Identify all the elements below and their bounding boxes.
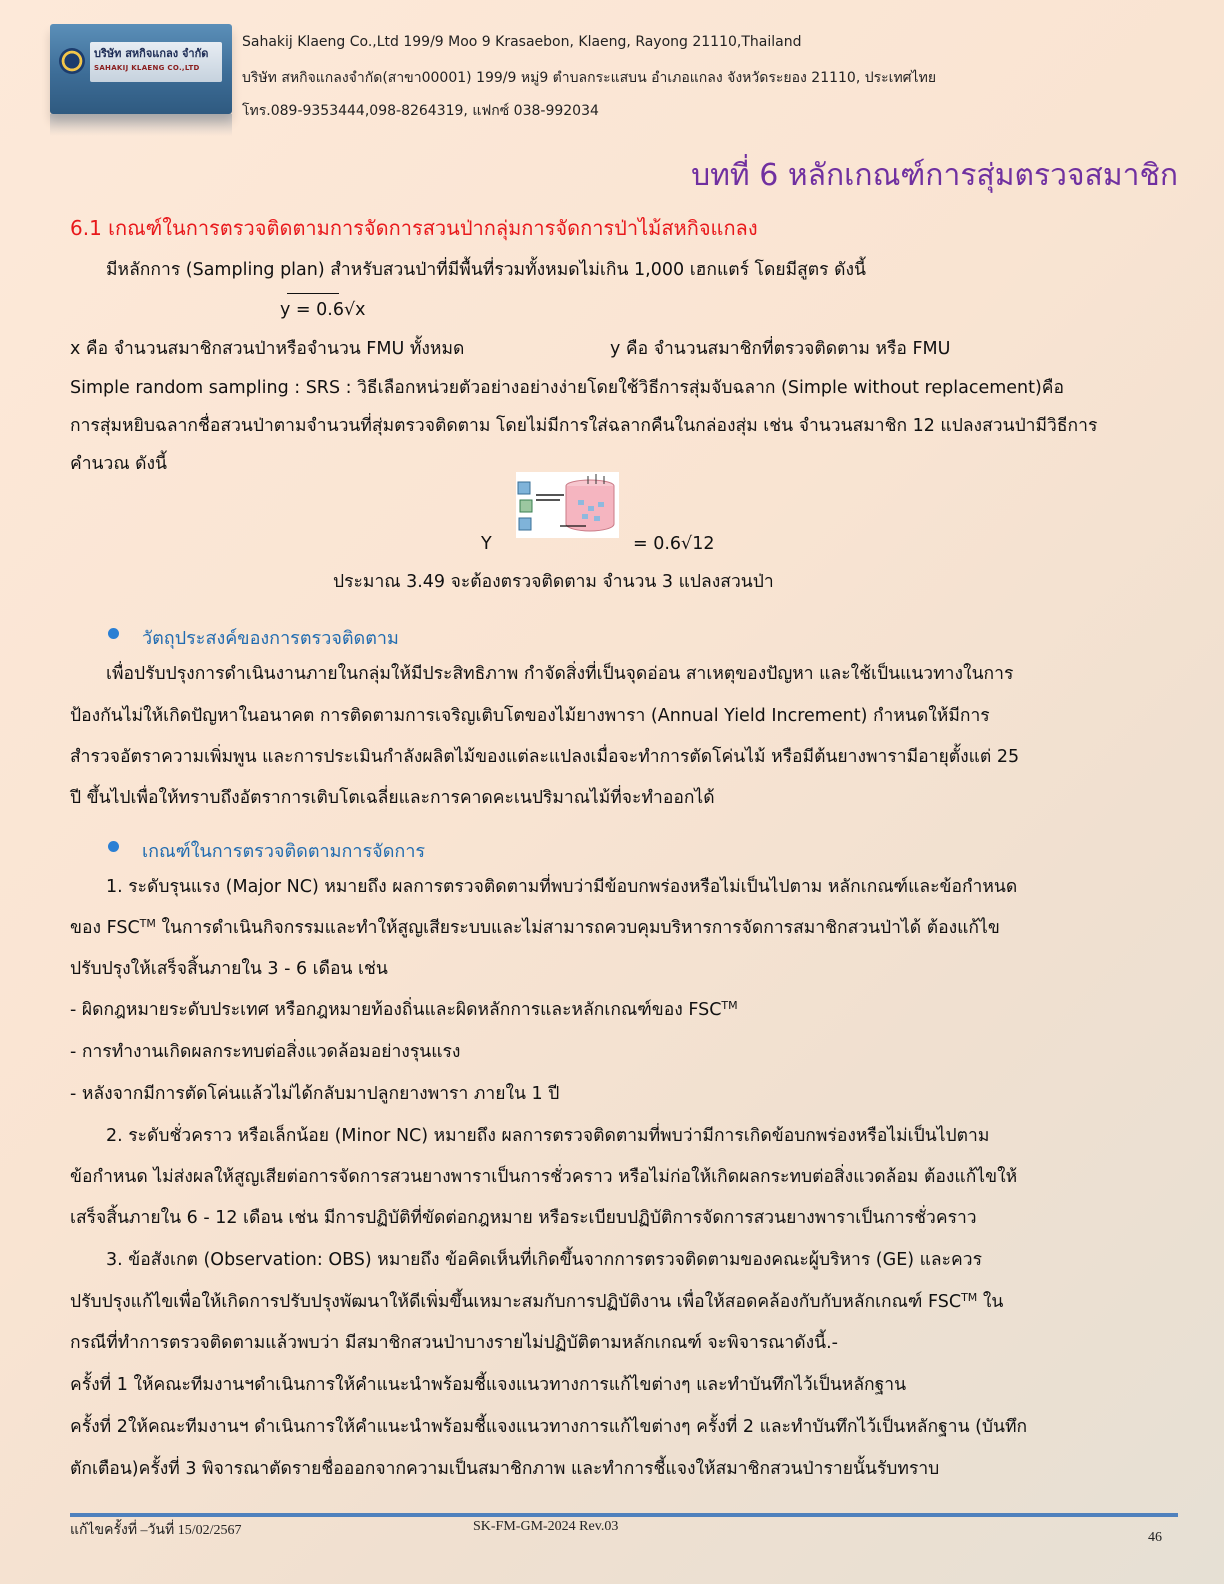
- observation-line-3: กรณีที่ทำการตรวจติดตามแล้วพบว่า มีสมาชิกสวนป่าบางรายไม่ปฏิบัติตามหลักเกณฑ์ จะพิจารณาดังนี้.-: [70, 1333, 838, 1353]
- minor-nc-line-3: เสร็จสิ้นภายใน 6 - 12 เดือน เช่น มีการปฏิบัติที่ขัดต่อกฎหมาย หรือระเบียบปฏิบัติการจัดการสวนยางพาราเป็นการชั่วคราว: [70, 1208, 977, 1228]
- major-nc-example-1: [70, 999, 738, 1020]
- warning-step-1: ครั้งที่ 1 ให้คณะทีมงานฯดำเนินการให้คำแนะนำพร้อมชี้แจงแนวทางการแก้ไขต่างๆ และทำบันทึกไว้เป็นหลักฐาน: [70, 1375, 907, 1395]
- footer-document-code: SK-FM-GM-2024 Rev.03: [473, 1519, 619, 1534]
- srs-line-3: คำนวณ ดังนี้: [70, 454, 167, 474]
- y-definition: y คือ จำนวนสมาชิกที่ตรวจติดตาม หรือ FMU: [610, 339, 951, 359]
- x-definition: x คือ จำนวนสมาชิกสวนป่าหรือจำนวน FMU ทั้งหมด: [70, 339, 465, 359]
- logo-reflection: [50, 114, 232, 136]
- major-nc-example-3: - หลังจากมีการตัดโค่นแล้วไม่ได้กลับมาปลูกยางพารา ภายใน 1 ปี: [70, 1084, 560, 1104]
- minor-nc-line-2: ข้อกำหนด ไม่ส่งผลให้สูญเสียต่อการจัดการสวนยางพาราเป็นการชั่วคราว หรือไม่ก่อให้เกิดผลกระทบต่อสิ่งแวดล้อม ต้องแก้ไขให้: [70, 1167, 1018, 1187]
- warning-step-3: ตักเตือน)ครั้งที่ 3 พิจารณาตัดรายชื่อออกจากความเป็นสมาชิกภาพ และทำการชี้แจงให้สมาชิกสวนป่ารายนั้นรับทราบ: [70, 1459, 940, 1479]
- major-nc-example-1-text: - ผิดกฎหมายระดับประเทศ หรือกฎหมายท้องถิ่นและผิดหลักการและหลักเกณฑ์ของ FSC: [70, 1000, 722, 1020]
- warning-step-2: ครั้งที่ 2ให้คณะทีมงานฯ ดำเนินการให้คำแนะนำพร้อมชี้แจงแนวทางการแก้ไขต่างๆ ครั้งที่ 2 และทำบันทึกไว้เป็นหลักฐาน (บันทึก: [70, 1417, 1028, 1437]
- lottery-drawing-illustration: [516, 472, 619, 538]
- objective-heading: วัตถุประสงค์ของการตรวจติดตาม: [142, 628, 399, 649]
- company-seal-icon: [59, 48, 85, 74]
- section-title: 6.1 เกณฑ์ในการตรวจติดตามการจัดการสวนป่ากลุ่มการจัดการป่าไม้สหกิจแกลง: [70, 216, 758, 240]
- bullet-icon: [108, 841, 119, 852]
- observation-line-2-tail: ใน: [982, 1292, 1004, 1312]
- company-logo: [50, 24, 232, 114]
- major-nc-fsc-label: ของ FSC: [70, 918, 140, 938]
- trademark-mark: TM: [721, 999, 738, 1012]
- header-phone-fax: โทร.089-9353444,098-8264319, แฟกซ์ 038-992034: [242, 103, 599, 119]
- observation-line-2-text: ปรับปรุงแก้ไขเพื่อให้เกิดการปรับปรุงพัฒนาให้ดีเพิ่มขึ้นเหมาะสมกับการปฏิบัติงาน เพื่อให้สอดคล้องกับกับหลักเกณฑ์ FSC: [70, 1292, 962, 1312]
- major-nc-line-2: [70, 917, 1000, 938]
- bullet-icon: [108, 628, 119, 639]
- sampling-formula: y = 0.6√x: [280, 300, 366, 320]
- sqrt-overline: [287, 293, 339, 294]
- header-address-thai: บริษัท สหกิจแกลงจำกัด(สาขา00001) 199/9 หมู่9 ตำบลกระแสบน อำเภอแกลง จังหวัดระยอง 21110, ประเทศไทย: [242, 70, 937, 86]
- calc-result: ประมาณ 3.49 จะต้องตรวจติดตาม จำนวน 3 แปลงสวนป่า: [333, 572, 774, 592]
- footer-rule: [70, 1513, 1178, 1517]
- objective-line: ปี ขึ้นไปเพื่อให้ทราบถึงอัตราการเติบโตเฉลี่ยและการคาดคะเนปริมาณไม้ที่จะทำออกได้: [70, 788, 715, 808]
- calc-equation: = 0.6√12: [633, 534, 715, 554]
- footer-revision: แก้ไขครั้งที่ –วันที่ 15/02/2567: [70, 1523, 242, 1538]
- major-nc-line-2-text: ในการดำเนินกิจกรรมและทำให้สูญเสียระบบและไม่สามารถควบคุมบริหารการจัดการสมาชิกสวนป่าได้ ต้องแก้ไข: [161, 918, 1000, 938]
- srs-line-2: การสุ่มหยิบฉลากชื่อสวนป่าตามจำนวนที่สุ่มตรวจติดตาม โดยไม่มีการใส่ฉลากคืนในกล่องสุ่ม เช่น จำนวนสมาชิก 12 แปลงสวนป่ามีวิธีการ: [70, 416, 1098, 436]
- header-address-english: Sahakij Klaeng Co.,Ltd 199/9 Moo 9 Krasaebon, Klaeng, Rayong 21110,Thailand: [242, 34, 802, 50]
- srs-line-1: Simple random sampling : SRS : วิธีเลือกหน่วยตัวอย่างอย่างง่ายโดยใช้วิธีการสุ่มจับฉลาก (Simple without replacement)คือ: [70, 378, 1065, 398]
- sampling-intro: มีหลักการ (Sampling plan) สำหรับสวนป่าที่มีพื้นที่รวมทั้งหมดไม่เกิน 1,000 เฮกแตร์ โดยมีสูตร ดังนี้: [106, 260, 866, 280]
- major-nc-line-3: ปรับปรุงให้เสร็จสิ้นภายใน 3 - 6 เดือน เช่น: [70, 959, 388, 979]
- objective-line: เพื่อปรับปรุงการดำเนินงานภายในกลุ่มให้มีประสิทธิภาพ กำจัดสิ่งที่เป็นจุดอ่อน สาเหตุของปัญหา และใช้เป็นแนวทางในการ: [106, 664, 1014, 684]
- observation-line-2: [70, 1291, 1004, 1312]
- major-nc-example-2: - การทำงานเกิดผลกระทบต่อสิ่งแวดล้อมอย่างรุนแรง: [70, 1042, 461, 1062]
- criteria-heading: เกณฑ์ในการตรวจติดตามการจัดการ: [142, 841, 426, 862]
- trademark-mark: TM: [139, 917, 156, 930]
- page-number: 46: [1148, 1530, 1162, 1545]
- chapter-title: บทที่ 6 หลักเกณฑ์การสุ่มตรวจสมาชิก: [691, 158, 1178, 193]
- calc-y-label: Y: [481, 534, 492, 554]
- logo-sign-english: SAHAKIJ KLAENG CO.,LTD: [94, 64, 200, 72]
- trademark-mark: TM: [961, 1291, 978, 1304]
- observation-line-1: 3. ข้อสังเกต (Observation: OBS) หมายถึง ข้อคิดเห็นที่เกิดขึ้นจากการตรวจติดตามของคณะผู้บริหาร (GE) และควร: [106, 1250, 982, 1270]
- major-nc-line-1: 1. ระดับรุนแรง (Major NC) หมายถึง ผลการตรวจติดตามที่พบว่ามีข้อบกพร่องหรือไม่เป็นไปตาม หลักเกณฑ์และข้อกำหนด: [106, 877, 1018, 897]
- logo-sign-thai: บริษัท สหกิจแกลง จำกัด: [94, 47, 209, 60]
- objective-line: ป้องกันไม่ให้เกิดปัญหาในอนาคต การติดตามการเจริญเติบโตของไม้ยางพารา (Annual Yield Increment) กำหนดให้มีการ: [70, 706, 990, 726]
- minor-nc-line-1: 2. ระดับชั่วคราว หรือเล็กน้อย (Minor NC) หมายถึง ผลการตรวจติดตามที่พบว่ามีการเกิดข้อบกพร่องหรือไม่เป็นไปตาม: [106, 1126, 990, 1146]
- objective-line: สำรวจอัตราความเพิ่มพูน และการประเมินกำลังผลิตไม้ของแต่ละแปลงเมื่อจะทำการตัดโค่นไม้ หรือมีต้นยางพารามีอายุตั้งแต่ 25: [70, 747, 1020, 767]
